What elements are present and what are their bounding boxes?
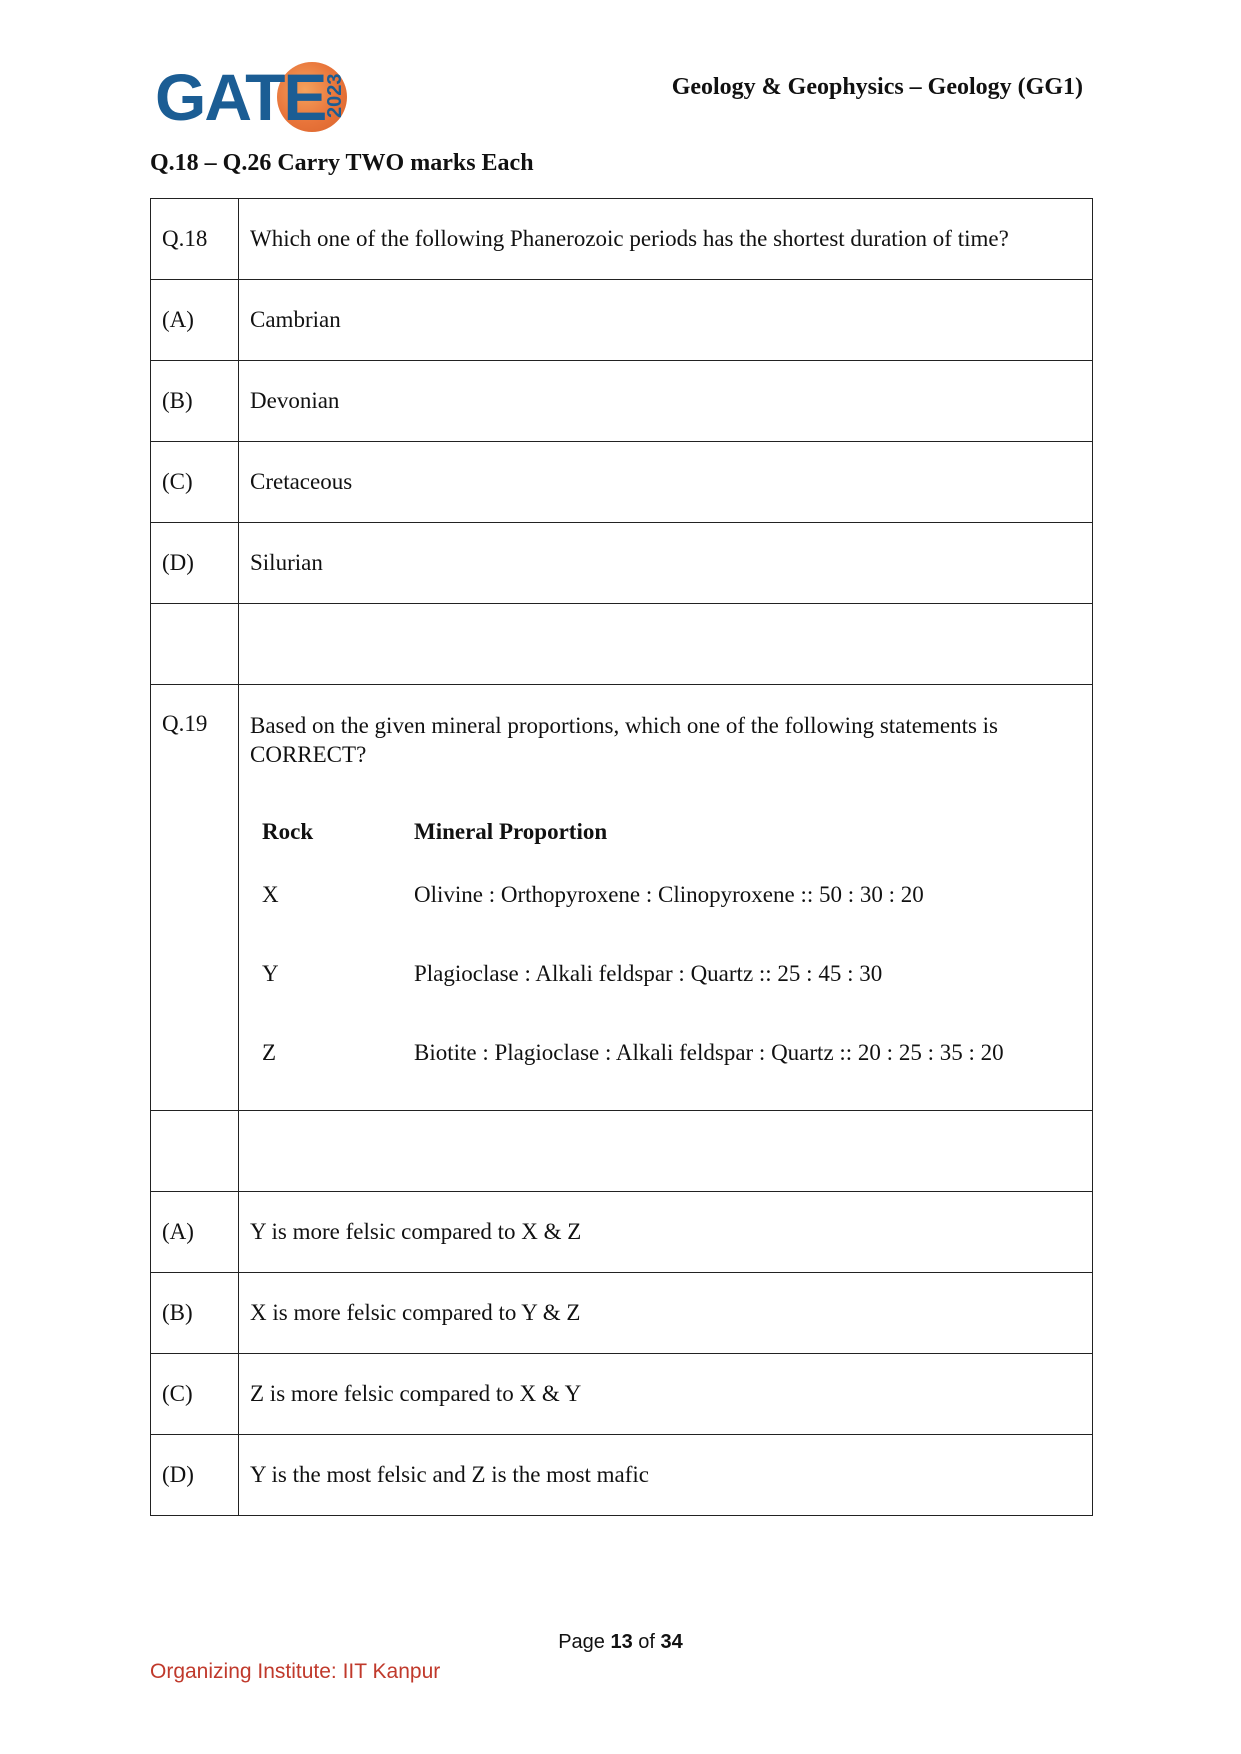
option-text: Silurian <box>239 523 1093 604</box>
page-prefix: Page <box>558 1631 605 1653</box>
option-label: (C) <box>151 442 239 523</box>
mineral-header <box>250 809 1081 855</box>
option-row <box>151 442 1093 523</box>
mineral-row <box>250 855 1081 934</box>
spacer-row <box>151 1111 1093 1192</box>
option-text: X is more felsic compared to Y & Z <box>239 1273 1093 1354</box>
section-title: Q.18 – Q.26 Carry TWO marks Each <box>150 150 534 176</box>
rock-cell: Z <box>262 1039 277 1065</box>
question-body <box>239 685 1093 1111</box>
rock-cell: Y <box>262 960 279 986</box>
option-text: Z is more felsic compared to X & Y <box>239 1354 1093 1435</box>
option-text: Devonian <box>239 361 1093 442</box>
mineral-row <box>250 934 1081 1013</box>
rock-header: Rock <box>262 819 314 844</box>
gate-logo <box>155 62 355 134</box>
option-row <box>151 280 1093 361</box>
page-current: 13 <box>610 1631 633 1653</box>
logo-year: 2023 <box>324 73 346 119</box>
option-label: (A) <box>151 1192 239 1273</box>
question-text: Which one of the following Phanerozoic periods has the shortest duration of time? <box>239 199 1093 280</box>
spacer-row <box>151 604 1093 685</box>
question-row <box>151 199 1093 280</box>
option-text: Y is the most felsic and Z is the most mafic <box>239 1435 1093 1516</box>
option-row <box>151 1354 1093 1435</box>
mineral-table <box>250 809 1081 1092</box>
question-number: Q.18 <box>151 199 239 280</box>
option-label: (D) <box>151 1435 239 1516</box>
proportion-header: Mineral Proportion <box>414 819 608 844</box>
option-text: Cretaceous <box>239 442 1093 523</box>
option-row <box>151 1192 1093 1273</box>
question-table <box>150 198 1093 1516</box>
paper-title: Geology & Geophysics – Geology (GG1) <box>671 74 1083 100</box>
option-label: (D) <box>151 523 239 604</box>
logo-text: GATE <box>155 60 326 134</box>
option-row <box>151 1273 1093 1354</box>
option-label: (B) <box>151 1273 239 1354</box>
option-text: Cambrian <box>239 280 1093 361</box>
page-of: of <box>638 1631 655 1653</box>
organizer-footer: Organizing Institute: IIT Kanpur <box>150 1660 441 1683</box>
mineral-row <box>250 1013 1081 1092</box>
proportion-cell: Biotite : Plagioclase : Alkali feldspar : Quartz :: 20 : 25 : 35 : 20 <box>414 1039 1004 1065</box>
question-row <box>151 685 1093 1111</box>
option-row <box>151 1435 1093 1516</box>
option-row <box>151 361 1093 442</box>
page-number <box>0 1631 1241 1654</box>
option-label: (C) <box>151 1354 239 1435</box>
rock-cell: X <box>262 881 279 907</box>
option-text: Y is more felsic compared to X & Z <box>239 1192 1093 1273</box>
option-label: (B) <box>151 361 239 442</box>
question-number: Q.19 <box>151 685 239 1111</box>
option-row <box>151 523 1093 604</box>
proportion-cell: Plagioclase : Alkali feldspar : Quartz :: 25 : 45 : 30 <box>414 960 883 986</box>
proportion-cell: Olivine : Orthopyroxene : Clinopyroxene :: 50 : 30 : 20 <box>414 881 924 907</box>
option-label: (A) <box>151 280 239 361</box>
question-text: Based on the given mineral proportions, which one of the following statements is CORRECT? <box>250 713 998 767</box>
page-total: 34 <box>660 1631 683 1653</box>
